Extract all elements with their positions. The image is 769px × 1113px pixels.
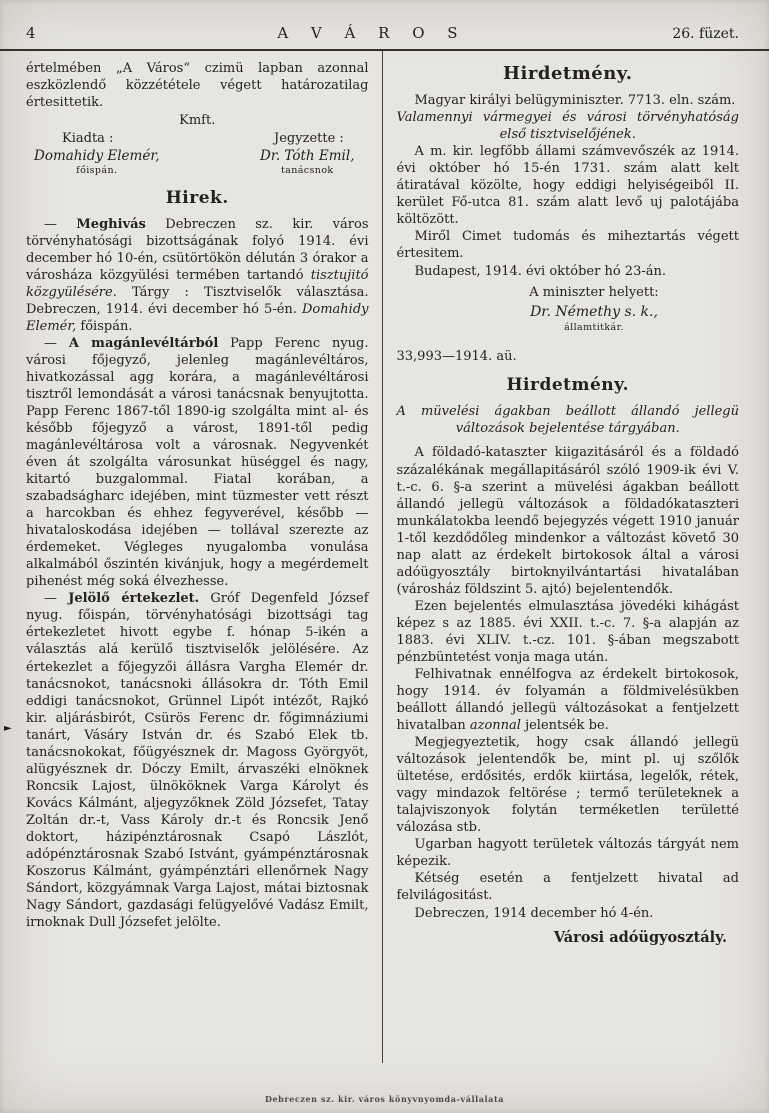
signature-noter	[260, 130, 354, 178]
notice2-body-6: Kétség esetén a fentjelzett hivatal ad felvilágositást.	[396, 870, 739, 903]
text-segment: Meghivás	[76, 217, 146, 233]
kmft-line: Kmft.	[179, 112, 216, 128]
noted-label: Jegyzette :	[274, 130, 344, 146]
margin-mark-icon: ►	[4, 723, 12, 734]
notice2-dateline: Debreczen, 1914 december hó 4-én.	[414, 905, 654, 921]
text-segment: Jelölő értekezlet.	[68, 591, 200, 607]
on-behalf-line: A miniszter helyett:	[529, 285, 659, 301]
news-item-meghivas	[26, 216, 369, 335]
continuation-paragraph: értelmében „A Város“ czimü lapban azonnal eszközlendő közzététele végett határozatilag értesittetik.	[26, 60, 369, 110]
notice1-sender: Magyar királyi belügyminiszter. 7713. eln. szám.	[414, 93, 736, 109]
paper-title: A V Á R O S	[277, 24, 467, 42]
noter-name: Dr. Tóth Emil,	[260, 147, 355, 164]
page-header	[0, 0, 769, 51]
section-heading-hirek: Hirek.	[165, 187, 229, 208]
notice1-addressee: Valamennyi vármegyei és városi törvényhatóság első tisztviselőjének.	[396, 110, 739, 143]
notice2-subtitle: A müvelési ágakban beállott állandó jellegü változások bejelentése tárgyában.	[396, 404, 739, 437]
section-heading-hirdetmeny-1: Hirdetmény.	[503, 62, 633, 84]
text-segment: Papp Ferenc nyug. városi főjegyző, jelenleg magánlevéltáros, hivatkozással agg korára, a magánlevéltárosi tisztről lemondását a városi tanácsnak benyujtotta. Papp Ferenc 1867-től 1890-ig szolgálta mint al- és később főjegyző a várost, 1891-től pedig magánlevéltárosa volt a városnak. Negyvenkét éven át szolgálta városunkat hüséggel és nagy, kitartó buzgalommal. Fiatal korában, a szabadságharc idejében, mint tüzmester vett részt a harcokban és ehhez fegyverével, később — hivataloskodása idejében — tollával szerezte az érdemeket. Végleges nyugalomba vonulása alkalmából őszintén kivánjuk, hogy a megérdemelt pihenést még soká élvezhesse.	[26, 336, 369, 590]
news-item-maganleveltar	[26, 335, 369, 590]
printer-imprint: Debreczen sz. kir. város könyvnyomda-vállalata	[264, 1093, 505, 1104]
issuer-title: főispán.	[76, 165, 118, 177]
notice1-body-2: Miről Cimet tudomás és miheztartás végett értesitem.	[396, 229, 739, 262]
right-column	[383, 51, 769, 1063]
reference-number: 33,993—1914. aü.	[396, 349, 517, 365]
notice2-body-2: Ezen bejelentés elmulasztása jövedéki kihágást képez s az 1885. évi XXII. t.-c. 7. §-a alapján az 1883. évi XLIV. t.-cz. 101. §-ában megszabott pénzbüntetést vonja maga után.	[396, 598, 739, 665]
closing-signature: Városi adóügyosztály.	[553, 928, 727, 946]
text-segment: Debreczen sz. kir. város törvényhatósági bizottságának folyó 1914. évi december hó 10-én, csütörtökön délután 3 órakor a városháza közgyülési termében tartandó	[26, 217, 369, 284]
issue-number: 26. füzet.	[672, 26, 739, 42]
signature-pair	[26, 130, 369, 178]
text-segment: főispán.	[76, 319, 133, 335]
text-segment: Tárgy : Tisztviselők választása. Debreczen, 1914. évi december hó 5-én.	[26, 285, 369, 318]
notice1-dateline: Budapest, 1914. évi október hó 23-án.	[414, 264, 666, 280]
text-segment: jelentsék be.	[520, 717, 609, 733]
text-segment: Domahidy Elemér,	[26, 302, 369, 335]
page-number: 4	[26, 24, 36, 42]
noter-title: tanácsnok	[280, 165, 334, 177]
text-segment: Gróf Degenfeld József nyug. főispán, törvényhatósági bizottsági tag értekezletet hivott egybe f. hónap 5-ikén a választás alá kerülő tisztviselők jelölésére. Az értekezlet a főjegyzői állásra Vargha Elemér dr. tanácsnokot, tanácsnoki állásokra dr. Tóth Emil eddigi tanácsnokot, Grünnel Lipót intézőt, Rajkó kir. aljárásbirót, Csürös Ferenc dr. főgimnáziumi tanárt, Vásáry István dr. és Szabó Elek tb. tanácsnokokat, főügyésznek dr. Magoss Györgyöt, alügyésznek dr. Dóczy Emilt, árvaszéki elnöknek Roncsik Lajost, ülnököknek Varga Károlyt és Kovács Kálmánt, aljegyzőknek Zöld Józsefet, Tatay Zoltán dr.-t, Vass Károly dr.-t és Roncsik Jenő doktort, házipénztárosnak Csapó Lászlót, adópénztárosnak Szabó Istvánt, gyámpénztárosnak Koszorus Kálmánt, gyámpénztári ellenőrnek Nagy Sándort, közgyámnak Varga Lajost, mátai biztosnak Nagy Sándort, gazdasági felügyelővé Vadász Emilt, irnoknak Dull Józsefet jelölte.	[26, 591, 369, 930]
minister-signature	[479, 284, 709, 334]
left-column	[0, 51, 383, 1063]
notice2-body-3	[397, 666, 740, 734]
minister-name: Dr. Némethy s. k.,	[530, 304, 658, 321]
text-segment: tisztujitó közgyülésére.	[26, 268, 369, 301]
notice1-body-1: A m. kir. legfőbb állami számvevőszék az 1914. évi október hó 15-én 1731. szám alatt kelt átiratával közölte, hogy eddigi helyiségeiből II. kerület Fő-utca 81. szám alatt levő uj palotájába költözött.	[396, 144, 739, 228]
issuer-name: Domahidy Elemér,	[34, 147, 160, 164]
news-item-jelolo-ertekezlet	[26, 590, 369, 930]
text-segment: Felhivatnak ennélfogva az érdekelt birtokosok, hogy 1914. év folyamán a földmivelésükben beállott állandó jellegü változásokat a fentjelzett hivatalban	[396, 666, 739, 733]
text-segment: —	[44, 336, 69, 352]
issued-label: Kiadta :	[62, 130, 114, 146]
text-segment: —	[44, 591, 69, 607]
notice2-body-4: Megjegyeztetik, hogy csak állandó jellegü változások jelentendők be, mint pl. uj szőlők ültetése, erdősités, erdők kiirtása, legelők, rétek, vagy mindazok feltörése ; termő területeknek a talajviszonyok folytán terméketlen területté válozása stb.	[396, 734, 739, 835]
text-segment: —	[44, 217, 77, 233]
minister-title: államtitkár.	[564, 321, 624, 333]
text-segment: A magánlevéltárból	[68, 336, 219, 352]
notice2-body-1: A földadó-kataszter kiigazitásáról és a földadó százalékának megállapitásáról szóló 1909-ik évi V. t.-c. 6. §-a szerint a müvelési ágakban beállott állandó jellegü változások a földadókataszteri munkálatokba leendő bejegyzés végett 1910 január 1-től kezdődőleg mindenkor a változást követő 30 nap alatt az érdekelt birtokosok által a városi adóügyosztály birtoknyilvántartási hivatalában (városház földszint 5. ajtó) bejelentendők.	[396, 445, 739, 597]
section-heading-hirdetmeny-2: Hirdetmény.	[506, 375, 630, 396]
text-segment: azonnal	[469, 717, 521, 733]
columns	[0, 51, 769, 1063]
signature-issuer	[34, 130, 160, 178]
notice2-body-5: Ugarban hagyott területek változás tárgyát nem képezik.	[396, 836, 739, 869]
